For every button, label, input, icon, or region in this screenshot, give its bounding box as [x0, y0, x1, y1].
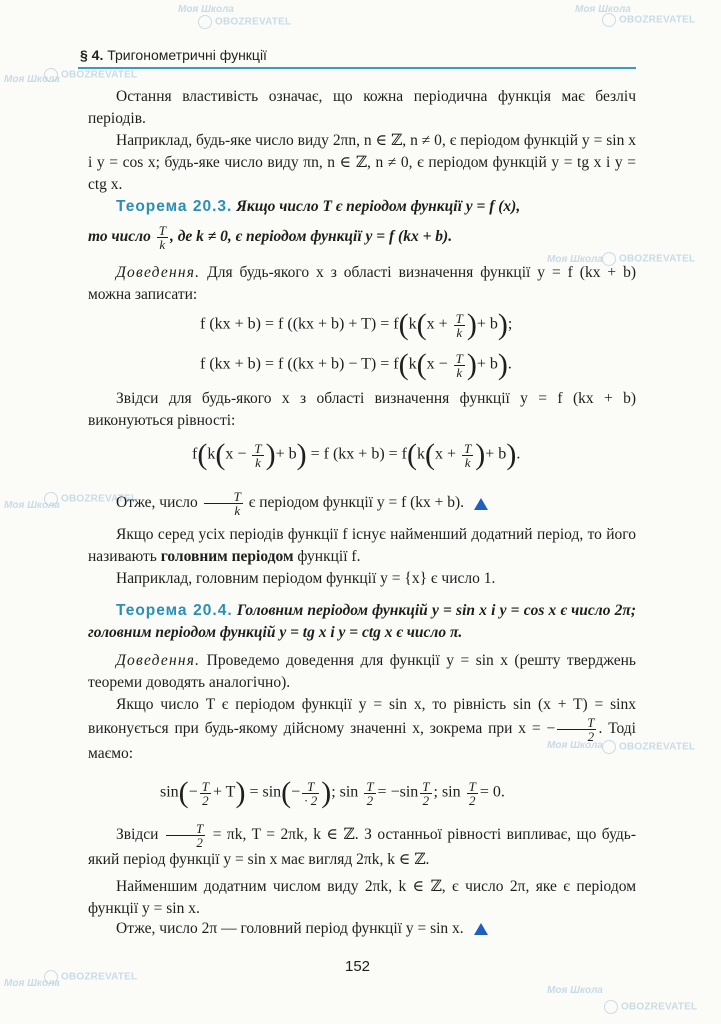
paragraph-6: Наприклад, головним періодом функції y = {x} є число 1. [116, 570, 496, 587]
proof-2 [88, 650, 636, 694]
theorem-label: Теорема 20.4. [116, 602, 233, 619]
watermark-brand: OBOZREVATEL [604, 1000, 697, 1014]
watermark-school: Моя Школа [4, 500, 60, 511]
paragraph-8: Звідси $\frac{T}{2}$ = πk, T = 2πk, k ∈ ℤ. З останньої рівності випливає, що будь-який період функції y = sin x має вигляд 2πk, k ∈ ℤ. [88, 821, 636, 868]
paragraph-4: Отже, число $\frac{T}{k}$ є періодом функції y = f (kx + b). [88, 490, 636, 517]
watermark-school: Моя Школа [547, 254, 603, 265]
watermark-logo-icon [44, 68, 58, 82]
paragraph-3: Звідси для будь-якого x з області визначення функції y = f (kx + b) виконуються рівності: [88, 390, 636, 429]
proof-1 [88, 262, 636, 306]
watermark-logo-icon [44, 492, 58, 506]
watermark-school: Моя Школа [547, 740, 603, 751]
section-mark: § 4. [80, 47, 104, 63]
theorem-text-pre: то число [88, 228, 151, 246]
end-of-proof-icon [474, 498, 488, 510]
watermark-brand: OBOZREVATEL [44, 492, 137, 506]
watermark-brand: OBOZREVATEL [602, 252, 695, 266]
watermark-school: Моя Школа [575, 4, 631, 15]
section-title: Тригонометричні функції [107, 47, 267, 63]
theorem-text: Якщо число T є періодом функції y = f (x), [236, 198, 521, 215]
equation-3: f(k(x − $\frac{T}{k}$ )+ b) = f (kx + b) = f(k(x + $\frac{T}{k}$ )+ b). [192, 438, 521, 471]
paragraph-5: Якщо серед усіх періодів функції f існує найменший додатний період, то його називають головним періодом функції f. [88, 526, 636, 565]
proof-label: Доведення. [116, 652, 201, 669]
watermark-brand: OBOZREVATEL [198, 15, 291, 29]
watermark-brand: OBOZREVATEL [44, 68, 137, 82]
watermark-logo-icon [604, 1000, 618, 1014]
watermark-logo-icon [602, 13, 616, 27]
theorem-20-3-cont [88, 224, 636, 251]
end-of-proof-icon [474, 923, 488, 935]
header-rule [78, 67, 636, 69]
watermark-school: Моя Школа [547, 985, 603, 996]
watermark-school: Моя Школа [178, 4, 234, 15]
paragraph-7: Якщо число T є періодом функції y = sin x, то рівність sin (x + T) = sinx виконується при будь-якому дійсному значенні x, зокрема при x = − $\frac{T}{2}$ . Тоді маємо: [88, 696, 636, 762]
paragraph-2: Наприклад, будь-яке число виду 2πn, n ∈ ℤ, n ≠ 0, є періодом функцій y = sin x і y = cos x; будь-яке число виду πn, n ∈ ℤ, n ≠ 0, є періодом функцій y = tg x і y = ctg x. [88, 132, 636, 193]
proof-label: Доведення. [116, 264, 201, 281]
watermark-logo-icon [198, 15, 212, 29]
watermark-brand: OBOZREVATEL [602, 740, 695, 754]
term-main-period: головним періодом [160, 548, 294, 565]
watermark-logo-icon [44, 970, 58, 984]
page-number: 152 [345, 958, 371, 975]
watermark-brand: OBOZREVATEL [602, 13, 695, 27]
watermark-school: Моя Школа [4, 978, 60, 989]
theorem-20-3 [88, 196, 636, 218]
watermark-brand: OBOZREVATEL [44, 970, 137, 984]
theorem-label: Теорема 20.3. [116, 198, 233, 215]
paragraph-10: Отже, число 2π — головний період функції y = sin x. [88, 918, 636, 940]
equation-2: f (kx + b) = f ((kx + b) − T) = f(k(x − $\frac{T}{k}$ )+ b). [200, 348, 512, 381]
theorem-text: Головним періодом функцій y = sin x і y = cos x є число 2π; головним періодом функцій y = tg x і y = ctg x є число π. [88, 602, 637, 641]
theorem-20-4 [88, 600, 636, 644]
fraction: $\frac{T}{k}$ [204, 490, 243, 517]
fraction: $\frac{T}{k}$ [158, 223, 166, 252]
running-header [80, 47, 267, 63]
paragraph-1: Остання властивість означає, що кожна періодична функція має безліч періодів. [88, 88, 636, 127]
watermark-school: Моя Школа [4, 74, 60, 85]
equation-1: f (kx + b) = f ((kx + b) + T) = f(k(x + $\frac{T}{k}$ )+ b); [200, 308, 513, 341]
paragraph-9: Найменшим додатним числом виду 2πk, k ∈ ℤ, є число 2π, яке є періодом функції y = sin x. [88, 878, 636, 917]
proof-text: Проведемо доведення для функції y = sin x (решту тверджень теореми доводять аналогічно). [88, 652, 636, 691]
proof-text: Для будь-якого x з області визначення функції y = f (kx + b) можна записати: [88, 264, 636, 303]
theorem-text-post: , де k ≠ 0, є періодом функції y = f (kx + b). [169, 228, 453, 246]
equation-4: sin(− $\frac{T}{2}$ + T) = sin(− $\frac{T}{\cdot 2}$ ); sin $\frac{T}{2}$ = −sin $\frac{T}{2}$ ; sin $\frac{T}{2}$ = 0. [160, 776, 505, 809]
